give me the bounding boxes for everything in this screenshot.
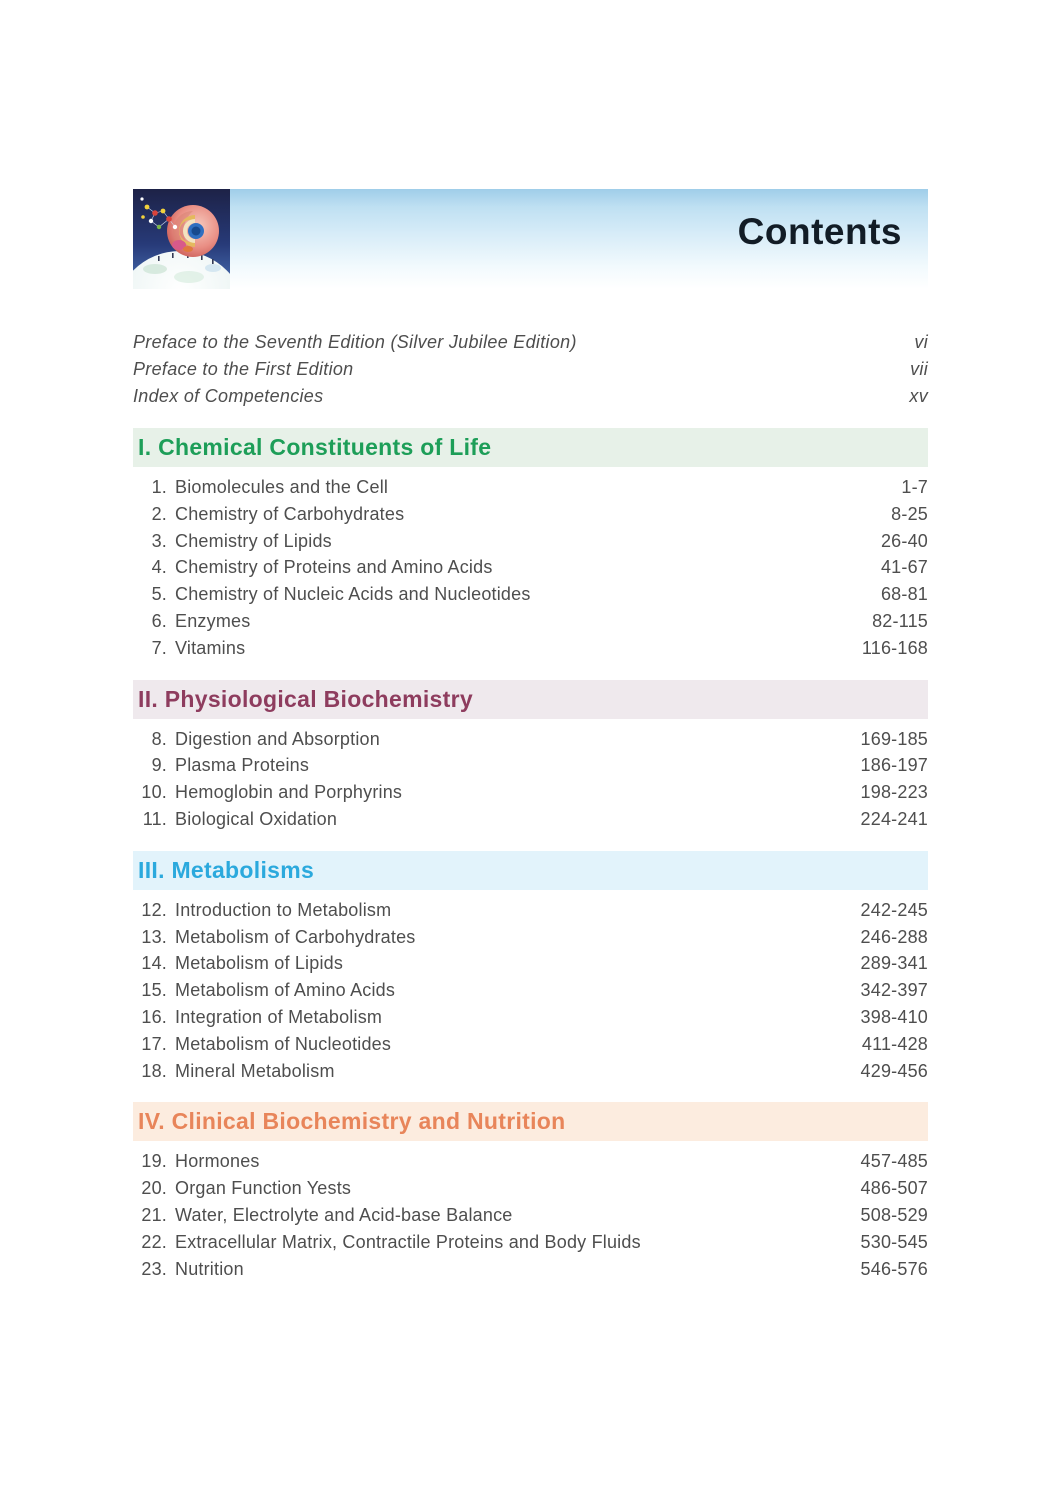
section-band	[133, 428, 928, 467]
chapter-page-range: 169-185	[860, 728, 928, 749]
page-content	[133, 189, 928, 1282]
chapter-number: 5.	[151, 584, 167, 605]
chapter-row	[133, 726, 928, 753]
chapter-title: Metabolism of Nucleotides	[175, 1033, 392, 1054]
section-heading: II. Physiological Biochemistry	[138, 685, 473, 712]
chapter-page-range: 82-115	[872, 610, 928, 631]
chapter-row	[133, 897, 928, 924]
chapter-page-range: 246-288	[860, 926, 928, 947]
title-band	[230, 189, 928, 289]
chapter-number: 2.	[151, 503, 167, 524]
chapter-page-range: 398-410	[860, 1006, 928, 1027]
chapter-number: 4.	[151, 557, 167, 578]
chapter-page-range: 342-397	[860, 980, 928, 1001]
chapter-page-range: 8-25	[891, 503, 928, 524]
front-matter-label: Preface to the First Edition	[133, 359, 354, 379]
chapter-title: Biomolecules and the Cell	[175, 477, 389, 497]
section-heading: III. Metabolisms	[138, 856, 315, 883]
chapter-row	[133, 779, 928, 806]
chapter-page-range: 224-241	[860, 808, 928, 829]
chapter-row	[133, 1148, 928, 1175]
chapter-title: Plasma Proteins	[175, 755, 310, 776]
chapter-number: 9.	[151, 755, 167, 776]
chapter-row	[133, 554, 928, 581]
chapter-page-range: 486-507	[860, 1178, 928, 1199]
chapter-title: Metabolism of Amino Acids	[175, 980, 396, 1001]
chapter-page-range: 242-245	[860, 899, 928, 920]
page-title: Contents	[737, 211, 902, 252]
chapter-title: Organ Function Yests	[175, 1178, 352, 1199]
chapter-number: 18.	[141, 1060, 167, 1081]
chapter-page-range: 198-223	[860, 782, 928, 803]
toc-section	[133, 1102, 928, 1282]
front-matter-page-number: xv	[909, 386, 928, 406]
chapter-number: 23.	[141, 1258, 167, 1279]
chapter-page-range: 116-168	[861, 637, 928, 658]
chapter-list	[133, 897, 928, 1085]
chapter-title: Mineral Metabolism	[175, 1060, 335, 1081]
front-matter-label: Index of Competencies	[133, 386, 324, 406]
chapter-title: Hormones	[175, 1151, 260, 1172]
chapter-title: Enzymes	[175, 610, 251, 631]
chapter-number: 19.	[141, 1151, 167, 1172]
chapter-row	[133, 1004, 928, 1031]
front-matter-page-number: vii	[910, 359, 928, 379]
chapter-page-range: 186-197	[860, 755, 928, 776]
toc-section	[133, 680, 928, 833]
chapter-number: 8.	[151, 728, 167, 749]
section-band	[133, 680, 928, 719]
front-matter-page-number: vi	[914, 332, 928, 352]
chapter-row	[133, 608, 928, 635]
chapter-title: Extracellular Matrix, Contractile Proteins and Body Fluids	[175, 1231, 641, 1252]
chapter-title: Chemistry of Nucleic Acids and Nucleotides	[175, 584, 531, 605]
chapter-row	[133, 1229, 928, 1256]
chapter-page-range: 508-529	[860, 1204, 928, 1225]
chapter-number: 16.	[141, 1006, 167, 1027]
chapter-page-range: 68-81	[880, 584, 928, 605]
chapter-number: 10.	[141, 782, 167, 803]
chapter-title: Integration of Metabolism	[175, 1006, 383, 1027]
chapter-title: Chemistry of Carbohydrates	[175, 503, 405, 524]
front-matter-row	[133, 356, 928, 383]
chapter-page-range: 429-456	[860, 1060, 928, 1081]
chapter-page-range: 457-485	[860, 1151, 928, 1172]
chapter-page-range: 1-7	[901, 477, 928, 497]
sections	[133, 428, 928, 1282]
chapter-list	[133, 474, 928, 662]
chapter-row	[133, 1202, 928, 1229]
toc-section	[133, 851, 928, 1085]
toc-section	[133, 428, 928, 662]
front-matter-row	[133, 383, 928, 410]
chapter-page-range: 41-67	[880, 557, 928, 578]
cell-illustration-icon	[133, 189, 230, 289]
page-header	[133, 189, 928, 289]
chapter-number: 3.	[151, 530, 167, 551]
chapter-page-range: 530-545	[860, 1231, 928, 1252]
chapter-title: Biological Oxidation	[175, 808, 338, 829]
chapter-list	[133, 726, 928, 833]
chapter-number: 13.	[141, 926, 167, 947]
cell-cover-art	[133, 189, 230, 289]
chapter-list	[133, 1148, 928, 1282]
chapter-row	[133, 1031, 928, 1058]
chapter-title: Hemoglobin and Porphyrins	[175, 782, 403, 803]
chapter-title: Water, Electrolyte and Acid-base Balance	[175, 1204, 513, 1225]
chapter-title: Digestion and Absorption	[175, 728, 380, 749]
chapter-title: Chemistry of Proteins and Amino Acids	[175, 557, 493, 578]
chapter-row	[133, 1256, 928, 1283]
chapter-page-range: 26-40	[880, 530, 928, 551]
front-matter-list	[133, 329, 928, 410]
chapter-title: Chemistry of Lipids	[175, 530, 332, 551]
front-matter-row	[133, 329, 928, 356]
chapter-number: 7.	[151, 637, 167, 658]
chapter-row	[133, 501, 928, 528]
chapter-number: 22.	[141, 1231, 167, 1252]
chapter-title: Nutrition	[175, 1258, 244, 1279]
chapter-number: 17.	[141, 1033, 167, 1054]
chapter-row	[133, 950, 928, 977]
chapter-page-range: 546-576	[860, 1258, 928, 1279]
chapter-row	[133, 1175, 928, 1202]
chapter-page-range: 411-428	[861, 1033, 928, 1054]
chapter-row	[133, 924, 928, 951]
front-matter-label: Preface to the Seventh Edition (Silver Jubilee Edition)	[133, 332, 577, 352]
chapter-title: Metabolism of Carbohydrates	[175, 926, 416, 947]
chapter-number: 21.	[141, 1204, 167, 1225]
chapter-row	[133, 806, 928, 833]
chapter-row	[133, 977, 928, 1004]
chapter-number: 1.	[151, 477, 167, 497]
chapter-row	[133, 635, 928, 662]
chapter-row	[133, 474, 928, 501]
chapter-row	[133, 1058, 928, 1085]
chapter-row	[133, 528, 928, 555]
chapter-title: Vitamins	[175, 637, 246, 658]
chapter-title: Metabolism of Lipids	[175, 953, 344, 974]
section-band	[133, 1102, 928, 1141]
section-band	[133, 851, 928, 890]
chapter-number: 14.	[141, 953, 167, 974]
chapter-row	[133, 752, 928, 779]
chapter-number: 20.	[141, 1178, 167, 1199]
section-heading: I. Chemical Constituents of Life	[138, 434, 492, 460]
chapter-row	[133, 581, 928, 608]
section-heading: IV. Clinical Biochemistry and Nutrition	[138, 1108, 566, 1135]
chapter-page-range: 289-341	[860, 953, 928, 974]
chapter-title: Introduction to Metabolism	[175, 899, 392, 920]
chapter-number: 6.	[151, 610, 167, 631]
chapter-number: 11.	[142, 808, 167, 829]
chapter-number: 12.	[141, 899, 167, 920]
chapter-number: 15.	[141, 980, 167, 1001]
